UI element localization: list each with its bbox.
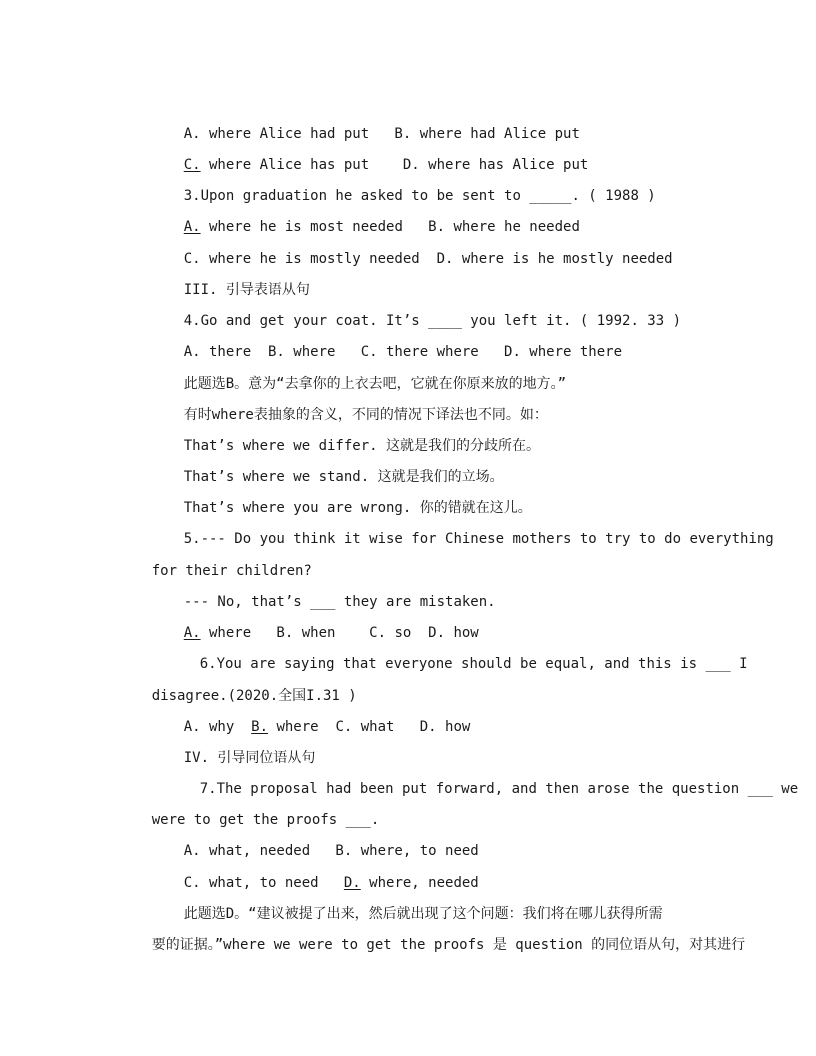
option-text: A. why: [183, 719, 252, 735]
option-text: where, needed: [360, 875, 479, 891]
question-text: disagree.(2020.全国I.31 ): [151, 688, 357, 704]
question-text: 5.--- Do you think it wise for Chinese mothers to try to do everything: [183, 531, 774, 547]
example-text: That’s where we stand. 这就是我们的立场。: [183, 469, 504, 485]
option-text: where he is most needed B. where he needed: [200, 219, 580, 235]
option-text: where Alice has put D. where has Alice put: [200, 157, 589, 173]
heading-text: IV. 引导同位语从句: [183, 750, 316, 766]
answer-mark: B.: [251, 719, 269, 735]
question-text: were to get the proofs ___.: [151, 812, 380, 828]
option-text: where B. when C. so D. how: [200, 625, 479, 641]
example-text: That’s where we differ. 这就是我们的分歧所在。: [183, 438, 541, 454]
option-text: C. where he is mostly needed D. where is he mostly needed: [183, 251, 673, 267]
explanation-line-cont: [118, 915, 745, 975]
answer-mark: D.: [343, 875, 361, 891]
explanation-text: 此题选D。“建议被提了出来，然后就出现了这个问题：我们将在哪儿获得所需: [183, 906, 663, 922]
explanation-text: 此题选B。意为“去拿你的上衣去吧，它就在你原来放的地方。”: [183, 376, 567, 392]
question-text: 7.The proposal had been put forward, and then arose the question ___ we: [199, 781, 799, 797]
question-text: 3.Upon graduation he asked to be sent to _____. ( 1988 ): [183, 188, 656, 204]
question-text: 6.You are saying that everyone should be equal, and this is ___ I: [199, 656, 748, 672]
option-text: A. there B. where C. there where D. where there: [183, 344, 623, 360]
explanation-text: 要的证据。”where we were to get the proofs 是 question 的同位语从句，对其进行: [151, 937, 746, 953]
option-text: where C. what D. how: [268, 719, 471, 735]
question-text: for their children?: [151, 563, 312, 579]
answer-mark: A.: [183, 625, 201, 641]
option-text: A. where Alice had put B. where had Alice put: [183, 126, 580, 142]
heading-text: III. 引导表语从句: [183, 282, 310, 298]
explanation-text: 有时where表抽象的含义，不同的情况下译法也不同。如：: [183, 407, 548, 423]
option-text: A. what, needed B. where, to need: [183, 843, 479, 859]
question-text: 4.Go and get your coat. It’s ____ you left it. ( 1992. 33 ): [183, 313, 682, 329]
example-text: That’s where you are wrong. 你的错就在这儿。: [183, 500, 532, 516]
answer-mark: C.: [183, 157, 201, 173]
answer-mark: A.: [183, 219, 201, 235]
option-text: C. what, to need: [183, 875, 344, 891]
dialog-text: --- No, that’s ___ they are mistaken.: [183, 594, 496, 610]
